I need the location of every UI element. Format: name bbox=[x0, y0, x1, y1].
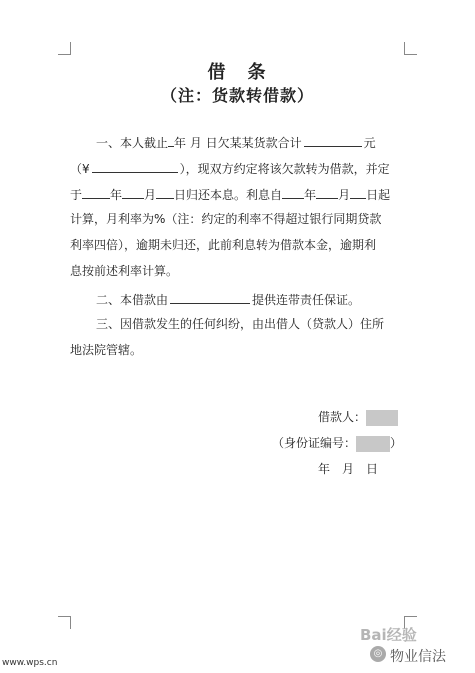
author-logo-icon: ◎ bbox=[370, 646, 386, 662]
clause-1-line-1: 一、本人截止 年 月 日欠某某货款合计 元 bbox=[96, 133, 376, 151]
clause-3-line-1: 三、因借款发生的任何纠纷，由出借人（贷款人）住所 bbox=[96, 317, 385, 331]
page-corner-mark bbox=[58, 42, 71, 55]
borrower-line bbox=[318, 409, 398, 426]
id-number-redacted bbox=[356, 436, 390, 452]
document-title: 借 条 bbox=[207, 62, 268, 83]
clause-1-line-3: 于 年 月 日归还本息。利息自 年 月 日起 bbox=[70, 185, 390, 203]
signature-date: 年 月 日 bbox=[318, 462, 379, 476]
page-corner-mark bbox=[404, 42, 417, 55]
page-corner-mark bbox=[58, 616, 71, 629]
clause-2-line: 二、本借款由 提供连带责任保证。 bbox=[96, 290, 360, 308]
id-number-line: （身份证编号： ） bbox=[272, 436, 403, 450]
footer-url: www.wps.cn bbox=[2, 658, 58, 668]
borrower-label: 借款人： bbox=[318, 410, 367, 424]
clause-1-line-4: 计算，月利率为%（注：约定的利率不得超过银行同期贷款 bbox=[70, 212, 382, 226]
borrower-name-redacted bbox=[366, 410, 398, 426]
clause-1-line-6: 息按前述利率计算。 bbox=[70, 264, 179, 278]
baidu-watermark: Bai经验 bbox=[360, 626, 417, 644]
id-number-label: （身份证编号： bbox=[272, 436, 357, 450]
author-name: 物业信法 bbox=[390, 649, 446, 665]
amount-blank[interactable] bbox=[304, 133, 362, 147]
document-subtitle: （注：货款转借款） bbox=[160, 86, 314, 105]
clause-3-line-2: 地法院管辖。 bbox=[70, 343, 143, 357]
amount-number-blank[interactable] bbox=[92, 159, 178, 173]
guarantor-blank[interactable] bbox=[170, 290, 250, 304]
clause-1-line-5: 利率四倍），逾期未归还，此前利息转为借款本金，逾期利 bbox=[70, 238, 377, 252]
author-watermark bbox=[370, 644, 470, 666]
clause-1-line-2: （¥ ），现双方约定将该欠款转为借款，并定 bbox=[70, 159, 390, 177]
